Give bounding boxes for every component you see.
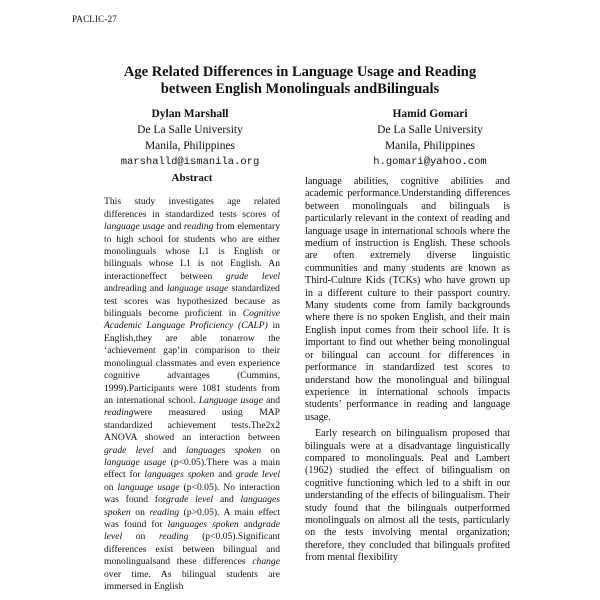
author-location: Manila, Philippines (384, 140, 476, 152)
author-block-2 (330, 106, 530, 170)
abstract-heading: Abstract (171, 172, 213, 184)
body-paragraph-2: Early research on bilingualism proposed that bilinguals were at a disadvantage linguistically compared to monolinguals. Peal and Lambert (1962) studied the effect of bilingualism on cognitive functioning which led to a shift in our understanding of the effects of bilingualism. Their study found that the bilinguals outperformed monolinguals on almost all the tests, particularly on the tests involving mental organization; therefore, they concluded that bilinguals profited from mental flexibility (305, 428, 510, 564)
abstract-text: This study investigates age related differences in standardized tests scores of language usage and reading from elementary to high school for students who are either monolinguals whose L1 is English or bilinguals whose L1 is not English. An interactioneffect between grade level andreading and language usage standardized test scores was hypothesized because as bilinguals become proficient in Cognitive Academic Language Proficiency (CALP) in English,they are able tonarrow the ‘achievement gap’in comparison to their monolingual classmates and even experience cognitive advantages (Cummins, 1999).Participants were 1081 students from an international school. Language usage and readingwere measured using MAP standardized achievement tests.The2x2 ANOVA showed an interaction between grade level and languages spoken on language usage (p<0.05).There was a main effect for languages spoken and grade level on language usage (p<0.05). No interaction was found forgrade level and languages spoken on reading (p>0.05). A main effect was found for languages spoken andgrade level on reading (p<0.05).Significant differences exist between bilingual and monolingualsand these differences change over time. As bilingual students are immersed in English (104, 196, 281, 592)
body-paragraph-1: language abilities, cognitive abilities and academic performance.Understanding differences between monolinguals and bilinguals is particularly relevant in the context of reading and language usage in international schools where the medium of instruction is English. These schools are often extremely diverse linguistic communities and many students are known as Third-Culture Kids (TCKs) who have grown up in a different culture to their passport country. Many students come from family backgrounds where there is no spoken English, and their main English input comes from their school life. It is important to find out whether being monolingual or bilingual can account for differences in performance in standardized test scores to understand how the monolingual and bilingual experience in international schools impacts students’ performance in reading and language usage. (305, 176, 510, 423)
body-column (305, 176, 510, 565)
author-location: Manila, Philippines (144, 140, 236, 152)
paper-title (60, 64, 540, 98)
author-block-1 (90, 106, 290, 170)
title-line-1: Age Related Differences in Language Usage and Reading (123, 64, 477, 80)
title-line-2: between English Monolinguals andBilinguals (160, 81, 440, 97)
running-header: PACLIC-27 (72, 14, 117, 24)
author-affiliation: De La Salle University (377, 124, 483, 136)
author-email[interactable]: marshalld@ismanila.org (120, 156, 260, 168)
author-affiliation: De La Salle University (137, 124, 243, 136)
author-email[interactable]: h.gomari@yahoo.com (373, 156, 487, 168)
abstract-column (104, 172, 280, 593)
author-name: Hamid Gomari (392, 108, 468, 120)
author-name: Dylan Marshall (151, 108, 229, 120)
